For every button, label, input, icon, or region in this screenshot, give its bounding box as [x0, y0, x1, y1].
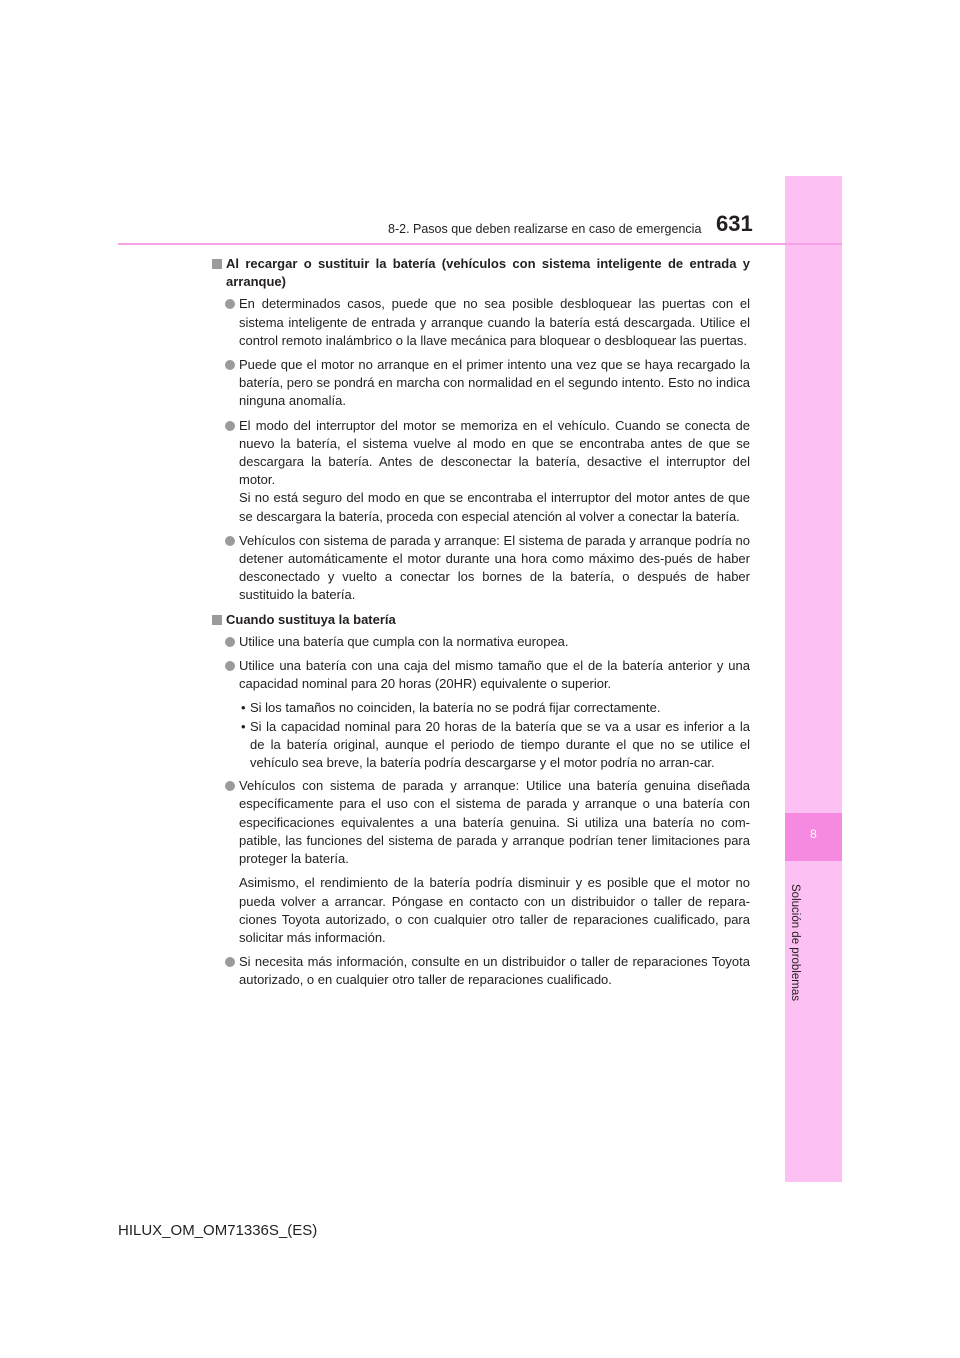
list-item: En determinados casos, puede que no sea posible desbloquear las puertas con el sistema inteligente de entrada y arranque cuando la batería está descargada. Utilice el control remoto inalámbrico o la llave mecánica para bloquear o desbloquear las puertas. [211, 295, 750, 350]
list-item: Puede que el motor no arranque en el primer intento una vez que se haya recargado la batería, pero se pondrá en marcha con normalidad en el segundo intento. Esto no indica ninguna anomalía. [211, 356, 750, 411]
list-item: Utilice una batería que cumpla con la normativa europea. [211, 633, 750, 651]
circle-bullet-icon [225, 781, 235, 791]
list-item: Utilice una batería con una caja del mismo tamaño que el de la batería anterior y una capacidad nominal para 20 horas (20HR) equivalente o superior. [211, 657, 750, 693]
page-number: 631 [716, 211, 753, 236]
circle-bullet-icon [225, 536, 235, 546]
square-bullet-icon [212, 615, 222, 625]
circle-bullet-icon [225, 360, 235, 370]
page-content [211, 255, 750, 996]
small-bullet-icon: • [241, 700, 246, 716]
section-heading: Al recargar o sustituir la batería (vehículos con sistema inteligente de entrada y arranque) [211, 255, 750, 291]
list-item: El modo del interruptor del motor se memoriza en el vehículo. Cuando se conecta de nuevo la batería, el sistema vuelve al modo en que se encontraba antes de que se descargara la batería. Antes de desconectar la batería, desactive el interruptor del motor. Si no está seguro del modo en que se encontraba el interruptor del motor antes de que se descargara la batería, proceda con especial atención al volver a conectar la batería. [211, 417, 750, 526]
bullet-note: Si no está seguro del modo en que se encontraba el interruptor del motor antes de que se descargara la batería, proceda con especial atención al volver a conectar la batería. [239, 490, 750, 524]
circle-bullet-icon [225, 661, 235, 671]
circle-bullet-icon [225, 421, 235, 431]
section-heading: Cuando sustituya la batería [211, 611, 750, 629]
square-bullet-icon [212, 259, 222, 269]
small-bullet-icon: • [241, 718, 246, 734]
circle-bullet-icon [225, 637, 235, 647]
list-item: Si necesita más información, consulte en un distribuidor o taller de reparaciones Toyota autorizado, o en cualquier otro taller de reparaciones cualificado. [211, 953, 750, 989]
chapter-number: 8 [810, 827, 817, 841]
circle-bullet-icon [225, 299, 235, 309]
sub-list-item: • Si los tamaños no coinciden, la batería no se podrá fijar correctamente. [211, 699, 750, 717]
sub-list-item: • Si la capacidad nominal para 20 horas de la batería que se va a usar es inferior a la de la batería original, aunque el periodo de tiempo durante el que no se utilice el vehículo sea breve, la batería podría descargarse y el motor podría no arran-car. [241, 718, 750, 771]
chapter-title: Solución de problemas [789, 884, 801, 1001]
header-divider [118, 243, 842, 245]
list-item: Vehículos con sistema de parada y arranque: Utilice una batería genuina diseñada específicamente para el uso con el sistema de parada y arranque o una batería con especificaciones equivalentes a una batería genuina. Si utiliza una batería no com-patible, las funciones del sistema de parada y arranque podrían tener limitaciones para proteger la batería. [211, 777, 750, 868]
chapter-side-tab [785, 176, 842, 1182]
paragraph: Asimismo, el rendimiento de la batería podría disminuir y es posible que el motor no pueda volver a arrancar. Póngase en contacto con un distribuidor o taller de repara-ciones Toyota autorizado, o con cualquier otro taller de reparaciones cualificado, para solicitar más información. [239, 875, 750, 945]
document-id: HILUX_OM_OM71336S_(ES) [118, 1222, 318, 1239]
circle-bullet-icon [225, 957, 235, 967]
section-title: 8-2. Pasos que deben realizarse en caso de emergencia [388, 222, 702, 236]
list-item: Vehículos con sistema de parada y arranque: El sistema de parada y arranque podría no detener automáticamente el motor durante una hora como máximo des-pués de haber desconectado y vuelto a conectar los bornes de la batería, o después de haber sustituido la batería. [211, 532, 750, 605]
